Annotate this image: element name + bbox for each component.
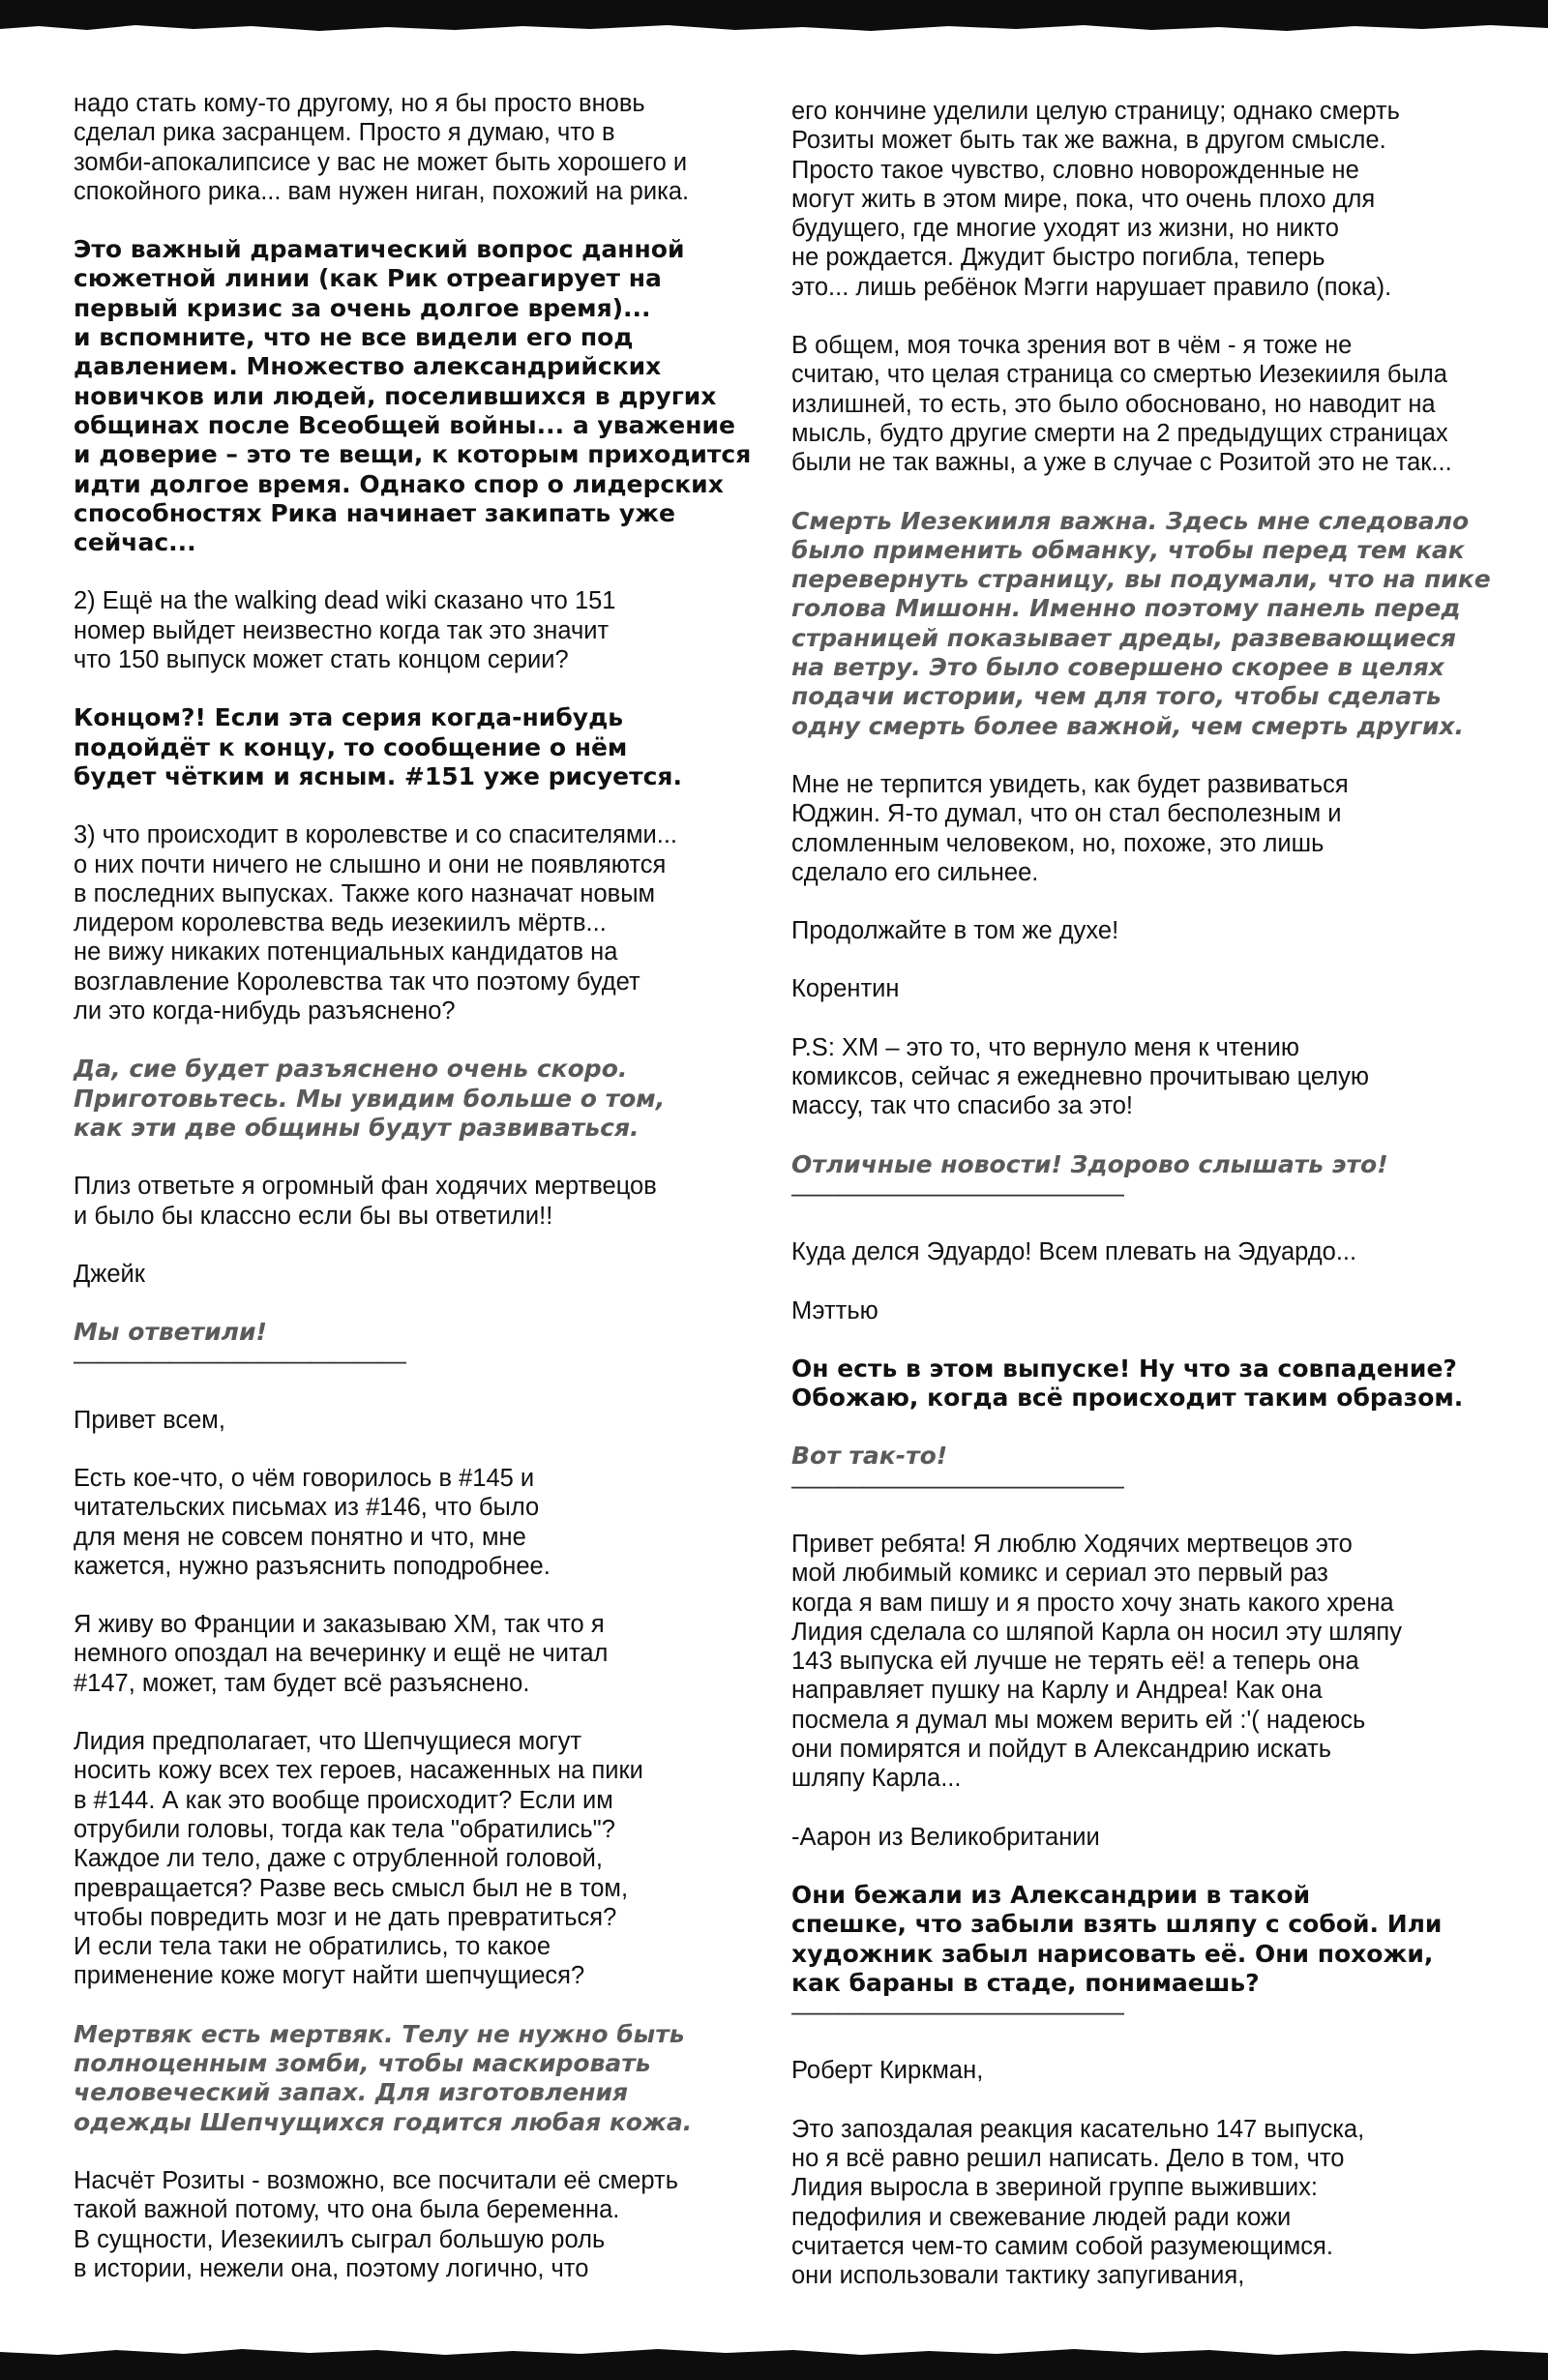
right-paragraph-5: Корентин: [791, 975, 900, 1003]
left-paragraph-6: Плиз ответьте я огромный фан ходячих мертвецов и было бы классно если бы вы ответили!!: [74, 1173, 657, 1230]
letters-page: [74, 89, 1534, 2305]
left-editor-reply-3: Концом?! Если эта серия когда-нибудь подойдёт к концу, то сообщение о нём будет чётким и ясным. #151 уже рисуется.: [74, 703, 682, 790]
left-editor-note-5: Да, сие будет разъяснено очень скоро. Приготовьтесь. Мы увидим больше о том, как эти две общины будут развиваться.: [74, 1055, 666, 1142]
right-paragraph-14: Привет ребята! Я люблю Ходячих мертвецов это мой любимый комикс и сериал это первый раз когда я вам пишу и я просто хочу знать какого хрена Лидия сделала со шляпой Карла он носил эту шляпу 143 выпуска ей лучше не терять её! а теперь она направляет пушку на Карлу и Андреа! Как она посмела я думал мы можем верить ей :'( надеюсь они помирятся и пойдут в Александрию искать шляпу Карла...: [791, 1530, 1402, 1793]
right-paragraph-18: Роберт Киркман,: [791, 2057, 984, 2085]
left-column: [74, 89, 756, 2305]
right-paragraph-19: Это запоздалая реакция касательно 147 выпуска, но я всё равно решил написать. Дело в том, что Лидия выросла в звериной группе выживших: педофилия и свежевание людей ради кожи считается чем-то самим собой разумеющимся. они использовали тактику запугивания,: [791, 2115, 1365, 2290]
left-editor-note-14: Мертвяк есть мертвяк. Телу не нужно быть полноценным зомби, чтобы маскировать человеческий запах. Для изготовления одежды Шепчущихся годится любая кожа.: [74, 2019, 693, 2136]
top-torn-border: [0, 0, 1548, 35]
left-editor-note-8: Мы ответили!: [74, 1318, 267, 1347]
left-paragraph-10: Привет всем,: [74, 1406, 225, 1434]
right-paragraph-0: его кончине уделили целую страницу; однако смерть Розиты может быть так же важна, в другом смысле. Просто такое чувство, словно новорожденные не могут жить в этом мире, пока, что очень плохо для будущего, где многие уходят из жизни, но никто не рождается. Джудит быстро погибла, теперь это... лишь ребёнок Мэгги нарушает правило (пока).: [791, 98, 1400, 301]
left-editor-reply-1: Это важный драматический вопрос данной сюжетной линии (как Рик отреагирует на первый кризис за очень долгое время)... и вспомните, что не все видели его под давлением. Множество александрийских новичков или людей, поселившихся в других общинах после Всеобщей войны... а уважение и доверие – это те вещи, к которым приходится идти долгое время. Однако спор о лидерских способностях Рика начинает закипать уже сейчас...: [74, 235, 752, 557]
right-editor-note-2: Смерть Иезекииля важна. Здесь мне следовало было применить обманку, чтобы перед тем как перевернуть страницу, вы подумали, что на пике голова Мишонн. Именно поэтому панель перед страницей показывает дреды, развевающиеся на ветру. Это было совершено скорее в целях подачи истории, чем для того, чтобы сделать одну смерть более важной, чем смерть других.: [791, 506, 1491, 740]
right-paragraph-6: P.S: ХМ – это то, что вернуло меня к чтению комиксов, сейчас я ежедневно прочитываю целую массу, так что спасибо за это!: [791, 1033, 1369, 1120]
right-paragraph-4: Продолжайте в том же духе!: [791, 917, 1119, 945]
right-separator-17: ——————————————: [791, 1999, 1123, 2027]
right-paragraph-9: Куда делся Эдуардо! Всем плевать на Эдуардо...: [791, 1238, 1357, 1266]
right-paragraph-10: Мэттью: [791, 1296, 878, 1324]
left-paragraph-12: Я живу во Франции и заказываю ХМ, так что я немного опоздал на вечеринку и ещё не читал #147, может, там будет всё разъяснено.: [74, 1611, 609, 1697]
left-separator-9: ——————————————: [74, 1348, 405, 1376]
left-paragraph-11: Есть кое-что, о чём говорилось в #145 и читательских письмах из #146, что было для меня не совсем понятно и что, мне кажется, нужно разъяснить поподробнее.: [74, 1464, 551, 1580]
right-paragraph-15: -Аарон из Великобритании: [791, 1823, 1100, 1851]
left-paragraph-7: Джейк: [74, 1260, 145, 1288]
left-paragraph-13: Лидия предполагает, что Шепчущиеся могут носить кожу всех тех героев, насаженных на пики в #144. А как это вообще происходит? Если им отрубили головы, тогда как тела "обратились"? Каждое ли тело, даже с отрубленной головой, превращается? Разве весь смысл был не в том, чтобы повредить мозг и не дать превратиться? И если тела таки не обратились, то какое применение коже могут найти шепчущиеся?: [74, 1728, 643, 1990]
right-editor-note-7: Отличные новости! Здорово слышать это!: [791, 1149, 1388, 1178]
right-paragraph-1: В общем, моя точка зрения вот в чём - я тоже не считаю, что целая страница со смертью Иезекииля была излишней, то есть, это было обосновано, но наводит на мысль, будто другие смерти на 2 предыдущих страницах были не так важны, а уже в случае с Розитой это не так...: [791, 332, 1452, 477]
right-paragraph-3: Мне не терпится увидеть, как будет развиваться Юджин. Я-то думал, что он стал бесполезным и сломленным человеком, но, похоже, это лишь сделало его сильнее.: [791, 770, 1349, 886]
bottom-torn-border: [0, 2345, 1548, 2380]
right-editor-reply-11: Он есть в этом выпуске! Ну что за совпадение? Обожаю, когда всё происходит таким образом.: [791, 1354, 1464, 1413]
left-paragraph-15: Насчёт Розиты - возможно, все посчитали её смерть такой важной потому, что она была беременна. В сущности, Иезекиилъ сыграл большую роль в истории, нежели она, поэтому логично, что: [74, 2166, 678, 2282]
left-paragraph-2: 2) Ещё на the walking dead wiki сказано что 151 номер выйдет неизвестно когда так это значит что 150 выпуск может стать концом серии?: [74, 587, 616, 674]
right-column: [791, 89, 1534, 2305]
right-editor-note-12: Вот так-то!: [791, 1442, 948, 1471]
left-paragraph-0: надо стать кому-то другому, но я бы просто вновь сделал рика засранцем. Просто я думаю, что в зомби-апокалипсисе у вас не может быть хорошего и спокойного рика... вам нужен ниган, похожий на рика.: [74, 90, 690, 205]
right-editor-reply-16: Они бежали из Александрии в такой спешке, что забыли взять шляпу с собой. Или художник забыл нарисовать её. Они похожи, как бараны в стаде, понимаешь?: [791, 1880, 1443, 1997]
left-paragraph-4: 3) что происходит в королевстве и со спасителями... о них почти ничего не слышно и они не появляются в последних выпусках. Также кого назначат новым лидером королевства ведь иезекиилъ мёртв... не вижу никаких потенциальных кандидатов на возглавление Королевства так что поэтому будет ли это когда-нибудь разъяснено?: [74, 821, 677, 1026]
right-separator-8: ——————————————: [791, 1179, 1123, 1207]
right-separator-13: ——————————————: [791, 1472, 1123, 1500]
